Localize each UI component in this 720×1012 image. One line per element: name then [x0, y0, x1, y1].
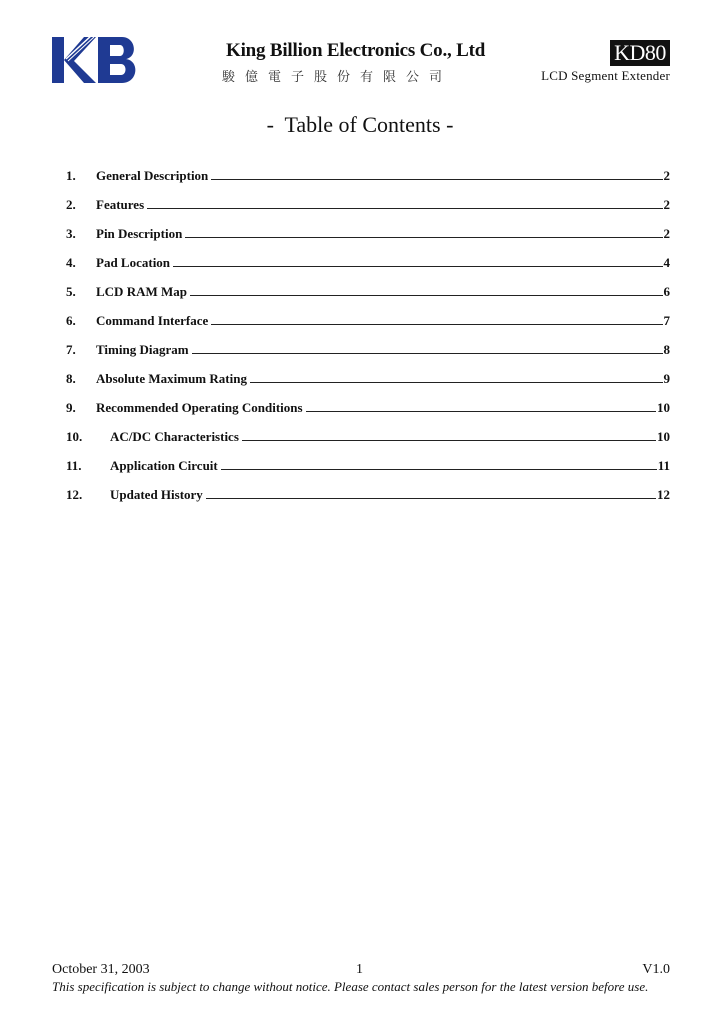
toc-leader-line	[206, 498, 656, 499]
toc-entry[interactable]	[66, 271, 670, 300]
toc-leader-line	[147, 208, 662, 209]
toc-leader-line	[242, 440, 656, 441]
toc-page-number: 11	[657, 458, 670, 473]
toc-entry[interactable]	[66, 213, 670, 242]
toc-label: Timing Diagram	[96, 342, 189, 357]
company-name-chinese: 駿億電子股份有限公司	[222, 69, 453, 84]
toc-leader-line	[306, 411, 656, 412]
toc-number: 10.	[66, 429, 83, 444]
toc-entry[interactable]	[66, 242, 670, 271]
toc-number: 3.	[66, 226, 76, 241]
toc-leader-line	[173, 266, 662, 267]
toc-page-number: 7	[663, 313, 670, 328]
product-subtitle: LCD Segment Extender	[541, 68, 670, 83]
footer-page-number: 1	[356, 962, 363, 977]
toc-number: 11.	[66, 458, 82, 473]
table-of-contents	[66, 155, 670, 503]
kb-logo	[52, 35, 142, 85]
toc-number: 5.	[66, 284, 76, 299]
toc-number: 6.	[66, 313, 76, 328]
logo-text: KB	[52, 35, 54, 36]
toc-number: 1.	[66, 168, 76, 183]
toc-label: LCD RAM Map	[96, 284, 187, 299]
toc-number: 4.	[66, 255, 76, 270]
toc-number: 8.	[66, 371, 76, 386]
toc-page-number: 10	[657, 429, 670, 444]
toc-entry[interactable]	[66, 358, 670, 387]
toc-leader-line	[250, 382, 663, 383]
toc-entry[interactable]	[66, 474, 670, 503]
toc-page-number: 10	[657, 400, 670, 415]
footer-date: October 31, 2003	[52, 962, 150, 977]
toc-label: Pin Description	[96, 226, 183, 241]
toc-label: Features	[96, 197, 145, 212]
toc-leader-line	[185, 237, 662, 238]
toc-entry[interactable]	[66, 445, 670, 474]
toc-number: 7.	[66, 342, 76, 357]
toc-page-number: 9	[663, 371, 670, 386]
toc-label: Application Circuit	[110, 458, 218, 473]
toc-title: - Table of Contents -	[266, 112, 454, 137]
toc-page-number: 8	[663, 342, 670, 357]
toc-leader-line	[211, 324, 662, 325]
footer-version: V1.0	[642, 962, 670, 977]
toc-entry[interactable]	[66, 416, 670, 445]
toc-label: Updated History	[110, 487, 203, 502]
toc-page-number: 6	[663, 284, 670, 299]
toc-label: Command Interface	[96, 313, 209, 328]
toc-leader-line	[192, 353, 663, 354]
toc-entry[interactable]	[66, 184, 670, 213]
toc-number: 9.	[66, 400, 76, 415]
toc-label: Recommended Operating Conditions	[96, 400, 303, 415]
toc-label: Absolute Maximum Rating	[96, 371, 247, 386]
toc-page-number: 2	[663, 197, 670, 212]
toc-page-number: 12	[657, 487, 670, 502]
toc-label: Pad Location	[96, 255, 171, 270]
company-name: King Billion Electronics Co., Ltd	[226, 40, 486, 61]
toc-leader-line	[190, 295, 663, 296]
toc-number: 12.	[66, 487, 83, 502]
toc-number: 2.	[66, 197, 76, 212]
toc-page-number: 2	[663, 168, 670, 183]
footer-disclaimer: This specification is subject to change without notice. Please contact sales person for the latest version before use.	[52, 979, 649, 994]
toc-leader-line	[221, 469, 657, 470]
toc-label: General Description	[96, 168, 209, 183]
toc-entry[interactable]	[66, 300, 670, 329]
model-badge: KD80	[610, 40, 670, 66]
toc-page-number: 4	[663, 255, 670, 270]
toc-entry[interactable]	[66, 387, 670, 416]
toc-leader-line	[211, 179, 662, 180]
toc-entry[interactable]	[66, 155, 670, 184]
toc-entry[interactable]	[66, 329, 670, 358]
toc-page-number: 2	[663, 226, 670, 241]
toc-label: AC/DC Characteristics	[110, 429, 239, 444]
